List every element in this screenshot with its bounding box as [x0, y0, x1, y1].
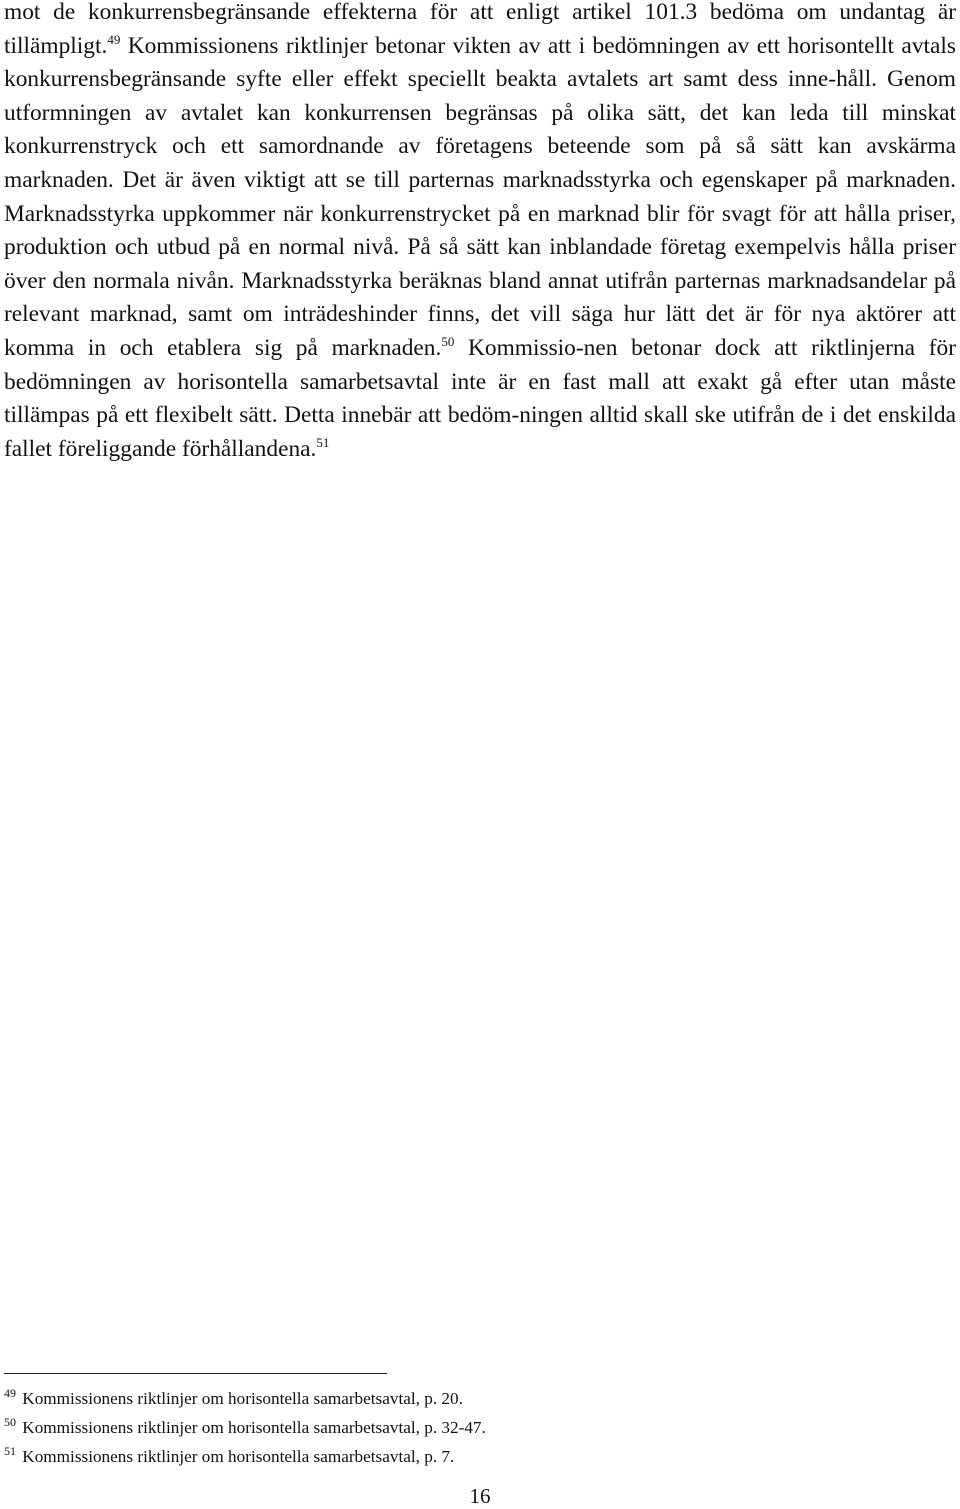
footnote-separator: [4, 1373, 387, 1374]
footnote-number: 49: [4, 1386, 16, 1400]
footnote: [4, 1387, 904, 1410]
footnotes: [4, 1387, 904, 1474]
footnote-reference[interactable]: 49: [107, 31, 121, 47]
footnote-text: Kommissionens riktlinjer om horisontella samarbetsavtal, p. 20.: [22, 1389, 463, 1408]
footnote-text: Kommissionens riktlinjer om horisontella samarbetsavtal, p. 7.: [22, 1447, 455, 1466]
footnote-text: Kommissionens riktlinjer om horisontella samarbetsavtal, p. 32-47.: [22, 1418, 486, 1437]
body-paragraph: [4, 0, 956, 466]
footnote-reference[interactable]: 50: [441, 333, 455, 349]
footnote-number: 50: [4, 1415, 16, 1429]
body-text-segment: Kommissionens riktlinjer betonar vikten av att i bedömningen av ett horisontellt avtals konkurrensbegränsande syfte eller effekt speciellt beakta avtalets art samt dess inne-håll. Genom utformningen av avtalet kan konkurrensen begränsas på olika sätt, det kan leda till minskat konkurrenstryck och ett samordnande av företagens beteende som på så sätt kan avskärma marknaden. Det är även viktigt att se till parternas marknadsstyrka och egenskaper på marknaden. Marknadsstyrka uppkommer när konkurrenstrycket på en marknad blir för svagt för att hålla priser, produktion och utbud på en normal nivå. På så sätt kan inblandade företag exempelvis hålla priser över den normala nivån. Marknadsstyrka beräknas bland annat utifrån parternas marknadsandelar på relevant marknad, samt om inträdeshinder finns, det vill säga hur lätt det är för nya aktörer att komma in och etablera sig på marknaden.: [4, 32, 956, 361]
footnote: [4, 1445, 904, 1468]
body-text-segment: Kommissio-nen betonar dock att riktlinjerna för bedömningen av horisontella samarbetsavtal inte är en fast mall att exakt gå efter utan måste tillämpas på ett flexibelt sätt. Detta innebär att bedöm-ningen alltid skall ske utifrån de i det enskilda fallet föreliggande förhållandena.: [4, 334, 956, 462]
footnote-reference[interactable]: 51: [316, 434, 330, 450]
footnote-number: 51: [4, 1444, 16, 1458]
page-number: 16: [469, 1484, 491, 1508]
body-text-segment: mot de konkurrensbegränsande effekterna för att enligt artikel 101.3 bedöma om undantag är tillämpligt.: [4, 0, 956, 59]
footnote: [4, 1416, 904, 1439]
